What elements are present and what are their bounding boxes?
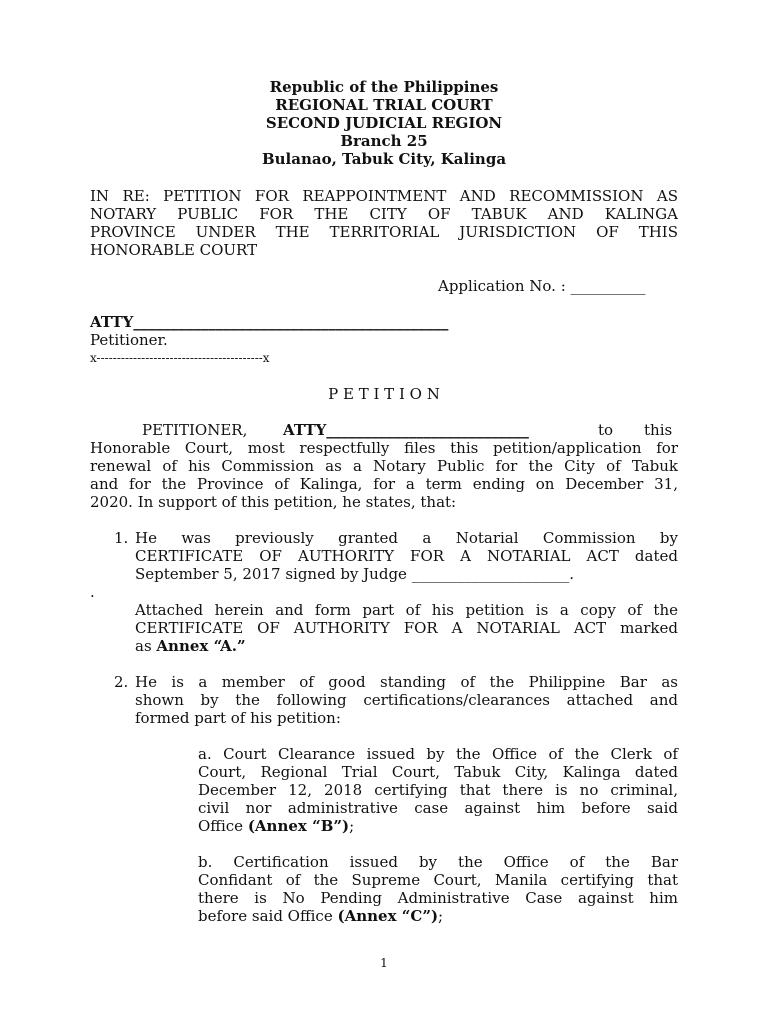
intro-line: Honorable Court, most respectfully files this petition/application for <box>90 439 678 457</box>
intro-this: this <box>644 421 673 439</box>
sub-b-line: before said Office (Annex “C”); <box>198 907 444 925</box>
caption-line: IN RE: PETITION FOR REAPPOINTMENT AND RECOMMISSION AS <box>90 187 678 205</box>
intro-line: and for the Province of Kalinga, for a term ending on December 31, <box>90 475 678 493</box>
petitioner-label: Petitioner. <box>90 331 168 349</box>
intro-line: 2020. In support of this petition, he states, that: <box>90 493 457 511</box>
header-location: Bulanao, Tabuk City, Kalinga <box>261 150 507 168</box>
item1-annex-line: CERTIFICATE OF AUTHORITY FOR A NOTARIAL ACT marked <box>135 619 678 637</box>
petitioner-atty-line: ATTY__________________________________________ <box>90 313 449 331</box>
sub-a-line: a. Court Clearance issued by the Office of the Clerk of <box>198 745 678 763</box>
intro-line: renewal of his Commission as a Notary Public for the City of Tabuk <box>90 457 678 475</box>
sub-b-line: there is No Pending Administrative Case against him <box>198 889 678 907</box>
sub-a-line: civil nor administrative case against him before said <box>198 799 678 817</box>
annex-a-label: Annex “A.” <box>156 637 246 655</box>
item-number: 1. <box>114 529 129 547</box>
header-region: SECOND JUDICIAL REGION <box>265 114 503 132</box>
item1-line: CERTIFICATE OF AUTHORITY FOR A NOTARIAL ACT dated <box>135 547 678 565</box>
annex-c-label: (Annex “C”) <box>337 907 439 925</box>
sub-a-line: December 12, 2018 certifying that there is no criminal, <box>198 781 678 799</box>
caption-line: NOTARY PUBLIC FOR THE CITY OF TABUK AND KALINGA <box>90 205 678 223</box>
intro-atty-blank: ATTY___________________________ <box>283 421 529 439</box>
application-number: Application No. : __________ <box>438 277 646 295</box>
caption-separator: x-----------------------------------------x <box>90 351 270 365</box>
item1-annex-line: as Annex “A.” <box>135 637 246 655</box>
sub-b-line: Confidant of the Supreme Court, Manila certifying that <box>198 871 678 889</box>
item1-line: He was previously granted a Notarial Commission by <box>135 529 678 547</box>
annex-b-label: (Annex “B”) <box>247 817 350 835</box>
item2-line: shown by the following certifications/clearances attached and <box>135 691 678 709</box>
item1-annex-line: Attached herein and form part of his petition is a copy of the <box>135 601 678 619</box>
item-number: 2. <box>114 673 129 691</box>
caption-line: PROVINCE UNDER THE TERRITORIAL JURISDICTION OF THIS <box>90 223 678 241</box>
caption-line: HONORABLE COURT <box>90 241 258 259</box>
stray-dot: . <box>90 583 95 601</box>
sub-a-line: Office (Annex “B”); <box>198 817 355 835</box>
header-court: REGIONAL TRIAL COURT <box>275 96 493 114</box>
document-title: P E T I T I O N <box>328 385 440 403</box>
page-number: 1 <box>380 956 388 970</box>
sub-b-line: b. Certification issued by the Office of the Bar <box>198 853 678 871</box>
header-republic: Republic of the Philippines <box>269 78 499 96</box>
item2-line: formed part of his petition: <box>135 709 341 727</box>
intro-to: to <box>598 421 614 439</box>
court-header <box>0 78 768 168</box>
item1-line: September 5, 2017 signed by Judge _____________________. <box>135 565 574 583</box>
item2-line: He is a member of good standing of the Philippine Bar as <box>135 673 678 691</box>
header-branch: Branch 25 <box>340 132 428 150</box>
sub-a-line: Court, Regional Trial Court, Tabuk City, Kalinga dated <box>198 763 678 781</box>
intro-petitioner-word: PETITIONER, <box>142 421 248 439</box>
